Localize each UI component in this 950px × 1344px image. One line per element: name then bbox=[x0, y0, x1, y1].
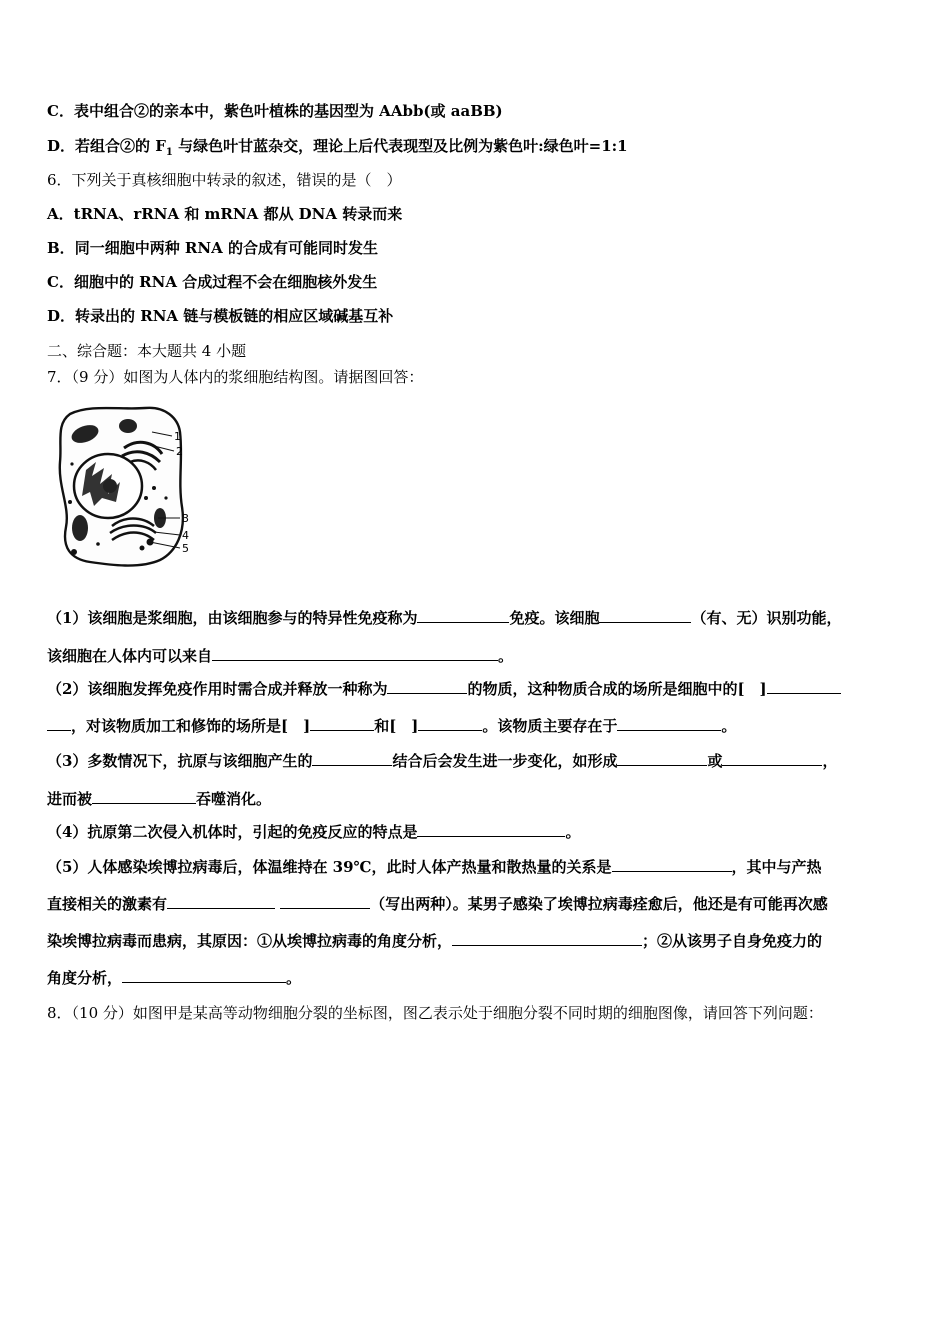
answer-blank[interactable] bbox=[617, 751, 707, 766]
q7-stem: 7．（9 分）如图为人体内的浆细胞结构图。请据图回答： bbox=[47, 368, 424, 386]
text: 角度分析， bbox=[47, 969, 123, 987]
text: 。该物质主要存在于 bbox=[482, 717, 618, 735]
text: 和[ ] bbox=[374, 717, 419, 735]
q7-part3-line2 bbox=[47, 789, 271, 809]
figure-label-4: 4 bbox=[182, 529, 189, 542]
text: 该细胞在人体内可以来自 bbox=[47, 647, 213, 665]
text: 的物质，这种物质合成的场所是细胞中的[ ] bbox=[467, 680, 767, 698]
figure-label-1: 1 bbox=[174, 430, 181, 443]
text: ；②从该男子自身免疫力的 bbox=[642, 932, 823, 950]
mitochondrion bbox=[72, 515, 88, 541]
q7-part5-line3 bbox=[47, 931, 822, 951]
text: （2）该细胞发挥免疫作用时需合成并释放一种称为 bbox=[47, 680, 388, 698]
text: ，其中与产热 bbox=[731, 858, 822, 876]
text: 或 bbox=[707, 752, 723, 770]
answer-blank[interactable] bbox=[617, 716, 721, 731]
text: （3）多数情况下，抗原与该细胞产生的 bbox=[47, 752, 313, 770]
answer-blank[interactable] bbox=[387, 679, 467, 694]
answer-blank[interactable] bbox=[92, 789, 196, 804]
option-label: C． bbox=[47, 273, 74, 291]
text: ，对该物质加工和修饰的场所是[ ] bbox=[71, 717, 311, 735]
text: 。 bbox=[498, 647, 514, 665]
q6-stem: 6．下列关于真核细胞中转录的叙述，错误的是（ ） bbox=[47, 171, 402, 189]
answer-blank[interactable] bbox=[122, 968, 286, 983]
text: 直接相关的激素有 bbox=[47, 895, 168, 913]
text: （1）该细胞是浆细胞，由该细胞参与的特异性免疫称为 bbox=[47, 609, 418, 627]
figure-label-3: 3 bbox=[182, 512, 189, 525]
answer-blank[interactable] bbox=[767, 679, 841, 694]
text: 结合后会发生进一步变化，如形成 bbox=[392, 752, 618, 770]
text: 进而被 bbox=[47, 790, 93, 808]
option-text-b: 与绿色叶甘蓝杂交，理论上后代表现型及比例为紫色叶:绿色叶=1:1 bbox=[172, 137, 628, 155]
answer-blank[interactable] bbox=[212, 646, 498, 661]
text: 。 bbox=[286, 969, 302, 987]
q7-part1-line1 bbox=[47, 608, 841, 628]
q5-option-c bbox=[47, 101, 503, 121]
mitochondrion bbox=[119, 419, 137, 433]
answer-blank[interactable] bbox=[47, 716, 71, 731]
text: ， bbox=[822, 752, 838, 770]
option-text: tRNA、rRNA 和 mRNA 都从 DNA 转录而来 bbox=[73, 205, 403, 223]
nucleolus bbox=[103, 479, 117, 493]
option-text-a: 若组合②的 F bbox=[75, 137, 166, 155]
option-text: 细胞中的 RNA 合成过程不会在细胞核外发生 bbox=[73, 273, 378, 291]
answer-blank[interactable] bbox=[280, 894, 370, 909]
option-label: C． bbox=[47, 102, 74, 120]
option-label: D． bbox=[47, 307, 76, 325]
answer-blank[interactable] bbox=[312, 751, 392, 766]
q7-part5-line2 bbox=[47, 894, 828, 914]
figure-label-2: 2 bbox=[176, 445, 183, 458]
q7-part1-line2 bbox=[47, 646, 513, 666]
q7-part5-line1 bbox=[47, 857, 822, 877]
answer-blank[interactable] bbox=[418, 716, 482, 731]
answer-blank[interactable] bbox=[612, 857, 732, 872]
plasma-cell-figure bbox=[50, 402, 205, 572]
q7-part3-line1 bbox=[47, 751, 838, 771]
q5-option-d bbox=[47, 136, 628, 163]
q7-part2-line2 bbox=[47, 716, 736, 736]
q6-option-b bbox=[47, 238, 378, 258]
text: 。 bbox=[565, 823, 581, 841]
text: （写出两种）。某男子感染了埃博拉病毒痊愈后，他还是有可能再次感 bbox=[370, 895, 828, 913]
answer-blank[interactable] bbox=[417, 822, 565, 837]
q6-option-a bbox=[47, 204, 402, 224]
q7-part2-line1 bbox=[47, 679, 841, 699]
answer-blank[interactable] bbox=[417, 608, 509, 623]
figure-label-5: 5 bbox=[182, 542, 189, 555]
option-label: D． bbox=[47, 137, 76, 155]
text: （4）抗原第二次侵入机体时，引起的免疫反应的特点是 bbox=[47, 823, 418, 841]
option-text: 同一细胞中两种 RNA 的合成有可能同时发生 bbox=[74, 239, 378, 257]
text: 免疫。该细胞 bbox=[509, 609, 600, 627]
q7-part5-line4 bbox=[47, 968, 301, 988]
q8-stem: 8．（10 分）如图甲是某高等动物细胞分裂的坐标图，图乙表示处于细胞分裂不同时期的细胞图像，请回答下列问题： bbox=[47, 1004, 823, 1022]
q6-option-d bbox=[47, 306, 393, 326]
q7-part4 bbox=[47, 822, 580, 842]
section-heading: 二、综合题：本大题共 4 小题 bbox=[47, 342, 247, 360]
option-text: 表中组合②的亲本中，紫色叶植株的基因型为 AAbb(或 aaBB) bbox=[73, 102, 503, 120]
text: 染埃博拉病毒而患病，其原因：①从埃博拉病毒的角度分析， bbox=[47, 932, 453, 950]
q6-option-c bbox=[47, 272, 377, 292]
text: （5）人体感染埃博拉病毒后，体温维持在 39℃，此时人体产热量和散热量的关系是 bbox=[47, 858, 612, 876]
text: （有、无）识别功能， bbox=[691, 609, 842, 627]
text: 。 bbox=[721, 717, 737, 735]
answer-blank[interactable] bbox=[310, 716, 374, 731]
text: 吞噬消化。 bbox=[196, 790, 272, 808]
answer-blank[interactable] bbox=[599, 608, 691, 623]
option-subscript: 1 bbox=[165, 147, 173, 158]
option-text: 转录出的 RNA 链与模板链的相应区域碱基互补 bbox=[75, 307, 394, 325]
option-label: B． bbox=[47, 239, 75, 257]
answer-blank[interactable] bbox=[167, 894, 275, 909]
answer-blank[interactable] bbox=[722, 751, 822, 766]
answer-blank[interactable] bbox=[452, 931, 642, 946]
option-label: A． bbox=[47, 205, 74, 223]
